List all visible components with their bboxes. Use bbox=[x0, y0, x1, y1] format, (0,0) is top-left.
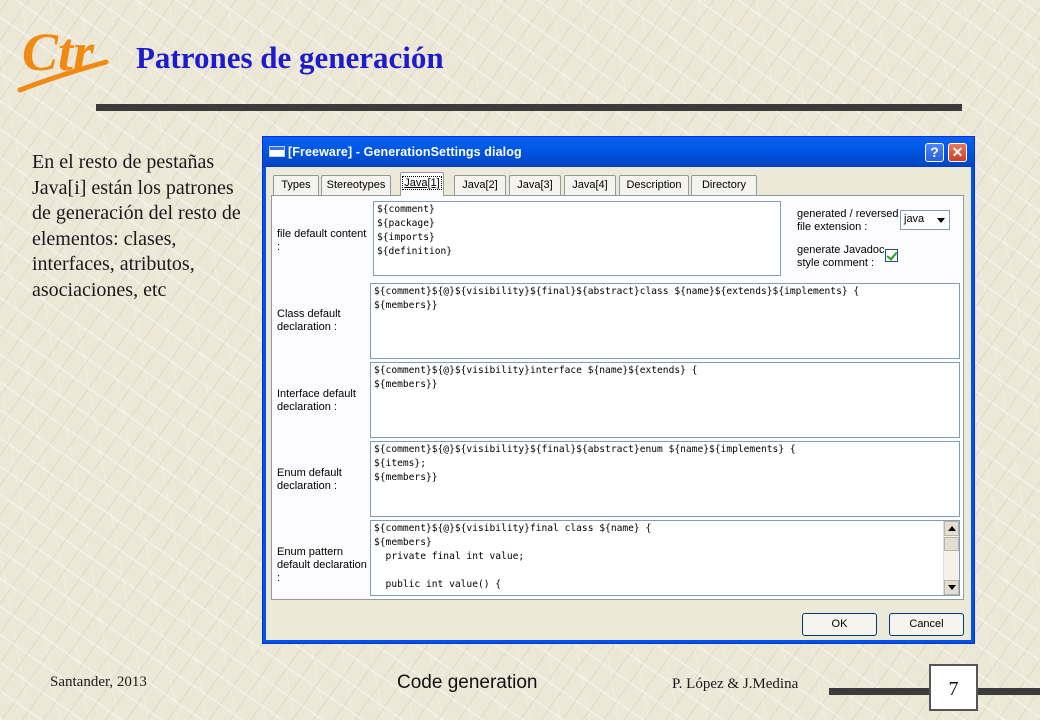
class-decl-label: Class default declaration : bbox=[277, 308, 341, 333]
title-divider bbox=[96, 104, 962, 111]
javadoc-label: generate Javadoc style comment : bbox=[797, 244, 885, 269]
tab-java3[interactable]: Java[3] bbox=[509, 175, 561, 195]
enum-pattern-label: Enum pattern default declaration : bbox=[277, 546, 367, 584]
extension-select[interactable]: java bbox=[900, 210, 950, 230]
file-default-label: file default content : bbox=[277, 228, 367, 253]
enum-pattern-scrollbar[interactable] bbox=[943, 521, 959, 595]
tab-description[interactable]: Description bbox=[619, 175, 689, 195]
ok-button[interactable]: OK bbox=[802, 613, 877, 636]
tab-java1[interactable]: Java[1] bbox=[400, 172, 444, 196]
close-button[interactable]: ✕ bbox=[948, 143, 967, 162]
tab-java2[interactable]: Java[2] bbox=[454, 175, 506, 195]
scroll-up-icon[interactable] bbox=[944, 521, 959, 536]
scroll-down-icon[interactable] bbox=[944, 580, 959, 595]
file-default-editor[interactable]: ${comment} ${package} ${imports} ${definition} bbox=[373, 201, 781, 276]
page-number: 7 bbox=[929, 664, 978, 711]
javadoc-checkbox[interactable] bbox=[885, 249, 898, 262]
interface-decl-label: Interface default declaration : bbox=[277, 388, 356, 413]
generation-settings-dialog bbox=[262, 136, 975, 644]
footer-topic: Code generation bbox=[397, 672, 538, 693]
tab-types[interactable]: Types bbox=[273, 175, 319, 195]
ctr-logo bbox=[16, 18, 112, 100]
enum-decl-label: Enum default declaration : bbox=[277, 467, 342, 492]
footer-rule-right bbox=[978, 688, 1040, 695]
scroll-thumb[interactable] bbox=[944, 537, 959, 551]
tab-directory[interactable]: Directory bbox=[691, 175, 757, 195]
extension-label: generated / reversed file extension : bbox=[797, 208, 899, 233]
tab-stereotypes[interactable]: Stereotypes bbox=[321, 175, 391, 195]
enum-pattern-editor[interactable]: ${comment}${@}${visibility}final class ${name} { ${members} private final int value; public int value() { bbox=[370, 520, 960, 596]
logo-text: Ctr bbox=[22, 22, 95, 82]
help-button[interactable]: ? bbox=[925, 143, 944, 162]
tab-java4[interactable]: Java[4] bbox=[564, 175, 616, 195]
enum-decl-editor[interactable]: ${comment}${@}${visibility}${final}${abstract}enum ${name}${implements} { ${items}; ${members}} bbox=[370, 441, 960, 517]
footer-authors: P. López & J.Medina bbox=[672, 676, 799, 692]
dialog-title: [Freeware] - GenerationSettings dialog bbox=[288, 145, 522, 159]
cancel-button[interactable]: Cancel bbox=[889, 613, 964, 636]
class-decl-editor[interactable]: ${comment}${@}${visibility}${final}${abstract}class ${name}${extends}${implements} { ${members}} bbox=[370, 283, 960, 359]
dialog-titlebar[interactable] bbox=[263, 137, 974, 167]
footer-rule-left bbox=[829, 688, 929, 695]
window-icon[interactable] bbox=[269, 146, 285, 157]
interface-decl-editor[interactable]: ${comment}${@}${visibility}interface ${name}${extends} { ${members}} bbox=[370, 362, 960, 438]
page-title: Patrones de generación bbox=[136, 40, 444, 75]
side-description: En el resto de pestañas Java[i] están los patrones de generación del resto de elementos: clases, interfaces, atributos, asociaciones, etc bbox=[32, 151, 241, 301]
footer-location: Santander, 2013 bbox=[50, 674, 147, 690]
java1-panel bbox=[271, 195, 964, 600]
chevron-down-icon[interactable] bbox=[933, 212, 948, 228]
